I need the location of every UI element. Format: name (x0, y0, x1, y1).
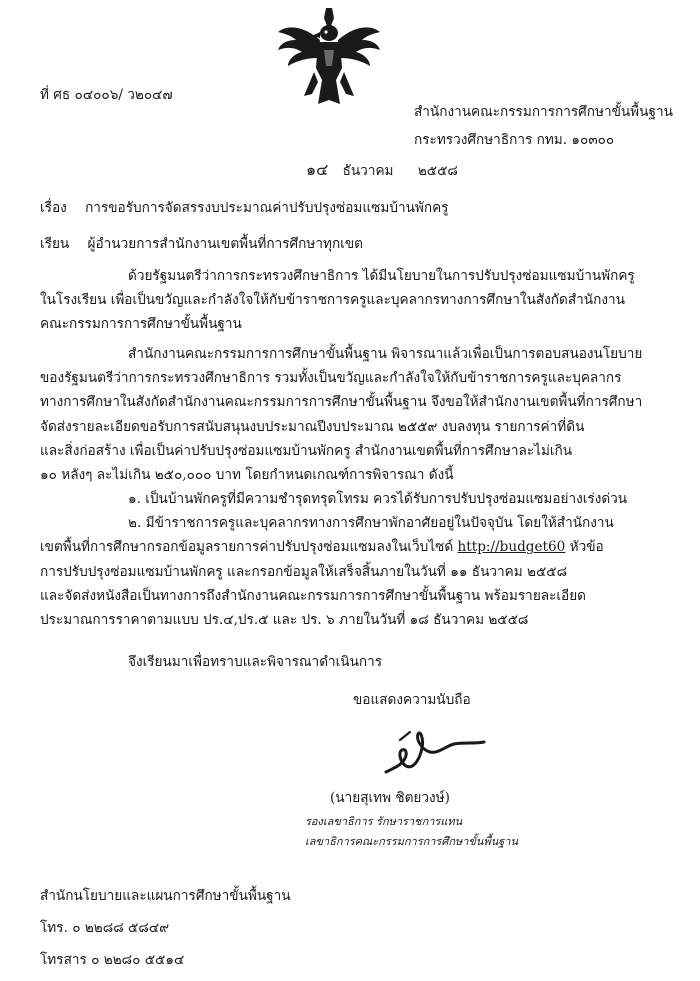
paragraph-2 (40, 342, 662, 487)
criteria-list (40, 487, 662, 632)
recipient-text: ผู้อำนวยการสำนักงานเขตพื้นที่การศึกษาทุกเขต (87, 236, 363, 252)
recipient-label: เรียน (40, 236, 70, 252)
subject-label: เรื่อง (40, 200, 67, 216)
footer-fax: โทรสาร ๐ ๒๒๘๐ ๕๕๑๔ (40, 952, 185, 968)
budget-website-link[interactable]: http://budget60 (457, 539, 566, 556)
date-year: ๒๕๕๘ (417, 163, 458, 179)
office-address: กระทรวงศึกษาธิการ กทม. ๑๐๓๐๐ (414, 132, 615, 148)
signer-position-1: รองเลขาธิการ รักษาราชการแทน (305, 815, 463, 828)
paragraph-1 (40, 264, 662, 337)
garuda-emblem-icon (274, 6, 384, 110)
paragraph-line: ประมาณการราคาตามแบบ ปร.๔,ปร.๕ และ ปร. ๖ ภายในวันที่ ๑๘ ธันวาคม ๒๕๕๘ (40, 612, 529, 629)
criteria-item-1: ๑. เป็นบ้านพักครูที่มีความชำรุดทรุดโทรม ควรได้รับการปรับปรุงซ่อมแซมอย่างเร่งด่วน (128, 491, 628, 507)
closing-text: จึงเรียนมาเพื่อทราบและพิจารณาดำเนินการ (128, 654, 383, 670)
criteria-item-2: ๒. มีข้าราชการครูและบุคลากรทางการศึกษาพักอาศัยอยู่ในปัจจุบัน โดยให้สำนักงาน (128, 515, 614, 532)
footer-telephone: โทร. ๐ ๒๒๘๘ ๕๘๔๙ (40, 920, 170, 936)
paragraph-line: ด้วยรัฐมนตรีว่าการกระทรวงศึกษาธิการ ได้มีนโยบายในการปรับปรุงซ่อมแซมบ้านพักครู (128, 268, 635, 284)
paragraph-line: ทางการศึกษาในสังกัดสำนักงานคณะกรรมการการศึกษาขั้นพื้นฐาน จึงขอให้สำนักงานเขตพื้นที่การศึกษา (40, 394, 643, 411)
paragraph-line: การปรับปรุงซ่อมแซมบ้านพักครู และกรอกข้อมูลให้เสร็จสิ้นภายในวันที่ ๑๑ ธันวาคม ๒๕๕๘ (40, 563, 568, 580)
paragraph-text: เขตพื้นที่การศึกษากรอกข้อมูลรายการค่าปรับปรุงซ่อมแซมลงในเว็บไซด์ (40, 539, 458, 556)
handwritten-signature (380, 710, 490, 780)
paragraph-line: และจัดส่งหนังสือเป็นทางการถึงสำนักงานคณะกรรมการการศึกษาขั้นพื้นฐาน พร้อมรายละเอียด (40, 587, 587, 604)
paragraph-line: และสิ่งก่อสร้าง เพื่อเป็นค่าปรับปรุงซ่อมแซมบ้านพักครู สำนักงานเขตพื้นที่การศึกษาละไม่เกิน (40, 442, 573, 459)
date-day: ๑๔ (306, 160, 329, 179)
footer-unit: สำนักนโยบายและแผนการศึกษาขั้นพื้นฐาน (40, 888, 291, 904)
subject-line (40, 200, 449, 216)
signer-name: (นายสุเทพ ชิตยวงษ์) (330, 790, 450, 806)
paragraph-line: ในโรงเรียน เพื่อเป็นขวัญและกำลังใจให้กับข้าราชการครูและบุคลากรทางการศึกษาในสังกัดสำนักงาน (40, 292, 625, 309)
paragraph-line: จัดส่งรายละเอียดขอรับการสนับสนุนงบประมาณปีงบประมาณ ๒๕๕๙ งบลงทุน รายการค่าที่ดิน (40, 418, 585, 435)
subject-text: การขอรับการจัดสรรงบประมาณค่าปรับปรุงซ่อมแซมบ้านพักครู (85, 200, 449, 216)
paragraph-text: หัวข้อ (565, 539, 604, 556)
recipient-line (40, 236, 363, 252)
paragraph-line: คณะกรรมการการศึกษาขั้นพื้นฐาน (40, 316, 242, 333)
regards-text: ขอแสดงความนับถือ (353, 692, 471, 708)
reference-number: ที่ ศธ ๐๔๐๐๖/ ว๒๐๔๗ (40, 87, 173, 103)
letter-date (306, 162, 458, 179)
paragraph-line: ของรัฐมนตรีว่าการกระทรวงศึกษาธิการ รวมทั้งเป็นขวัญและกำลังใจให้กับข้าราชการครูและบุคลากร (40, 370, 622, 387)
paragraph-line: สำนักงานคณะกรรมการการศึกษาขั้นพื้นฐาน พิจารณาแล้วเพื่อเป็นการตอบสนองนโยบาย (128, 346, 643, 362)
office-name: สำนักงานคณะกรรมการการศึกษาขั้นพื้นฐาน (414, 104, 673, 120)
date-month: ธันวาคม (342, 163, 394, 179)
criteria-item-2-line (40, 535, 662, 559)
paragraph-line: ๑๐ หลังๆ ละไม่เกิน ๒๕๐,๐๐๐ บาท โดยกำหนดเกณฑ์การพิจารณา ดังนี้ (40, 467, 454, 484)
signer-position-2: เลขาธิการคณะกรรมการการศึกษาขั้นพื้นฐาน (305, 835, 518, 848)
